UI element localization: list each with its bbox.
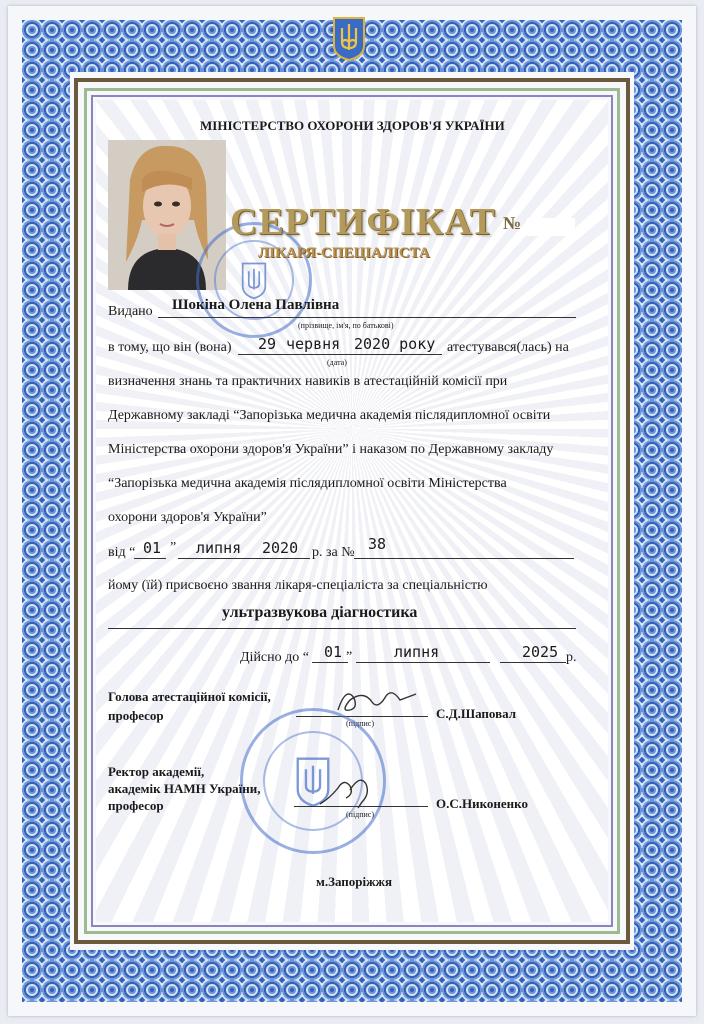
signatory2-role-line2: академік НАМН України,: [108, 781, 261, 796]
validity-close-quote: „: [346, 642, 353, 657]
coat-of-arms-icon: [332, 16, 366, 62]
specialty-text: йому (їй) присвоєно звання лікаря-спеціаліста за спеціальністю: [108, 578, 488, 593]
signatory2-caption: (підпис): [346, 810, 375, 819]
date-caption: (дата): [327, 358, 347, 367]
validity-month: липня: [394, 643, 440, 661]
specialty-value: ультразвукова діагностика: [222, 604, 418, 621]
order-from-label: від “: [108, 545, 136, 560]
ministry-heading: МІНІСТЕРСТВО ОХОРОНИ ЗДОРОВ'Я УКРАЇНИ: [200, 118, 505, 133]
order-day: 01: [143, 539, 162, 557]
attestation-prefix: в тому, що він (вона): [108, 340, 232, 355]
certificate-title: СЕРТИФІКАТ: [230, 201, 496, 243]
certificate-number-label: №: [503, 213, 522, 233]
certificate-number-redacted: [527, 218, 575, 236]
name-caption: (прізвище, ім'я, по батькові): [298, 321, 394, 330]
signatory2-role-line3: професор: [108, 798, 164, 813]
certificate-subtitle: ЛІКАРЯ-СПЕЦІАЛІСТА: [258, 245, 430, 261]
signatory1-role-line2: професор: [108, 708, 164, 723]
signatory1-role-line1: Голова атестаційної комісії,: [108, 689, 271, 704]
order-number: 38: [368, 535, 387, 553]
attestation-line2: Державному закладі “Запорізька медична академія післядипломної освіти: [108, 408, 551, 423]
attestation-month: червня: [286, 335, 341, 353]
signatory2-role-line1: Ректор академії,: [108, 764, 205, 779]
validity-label: Дійсно до “: [240, 650, 309, 665]
attestation-suffix: атестувався(лась) на: [447, 340, 569, 355]
attestation-day: 29: [258, 335, 277, 353]
signatory2-name: О.С.Никоненко: [436, 796, 528, 811]
validity-suffix: р.: [566, 650, 577, 665]
order-number-label: р. за №: [312, 545, 355, 560]
signatory1-caption: (підпис): [346, 719, 375, 728]
attestation-line5: охорони здоров'я України”: [108, 510, 267, 525]
order-close-quote: ”: [170, 540, 177, 555]
issued-label: Видано: [108, 304, 153, 319]
order-month: липня: [196, 539, 242, 557]
attestation-line3: Міністерства охорони здоров'я України” і наказом по Державному закладу: [108, 442, 554, 457]
holder-name: Шокіна Олена Павлівна: [172, 297, 340, 313]
validity-day: 01: [324, 643, 343, 661]
city: м.Запоріжжя: [316, 874, 393, 889]
attestation-line4: “Запорізька медична академія післядипломної освіти Міністерства: [108, 476, 507, 491]
attestation-line1: визначення знань та практичних навиків в атестаційній комісії при: [108, 374, 508, 389]
validity-year: 2025: [522, 643, 559, 661]
signatory1-name: С.Д.Шаповал: [436, 706, 517, 721]
order-year: 2020: [262, 539, 299, 557]
attestation-year: 2020 року: [354, 335, 436, 353]
